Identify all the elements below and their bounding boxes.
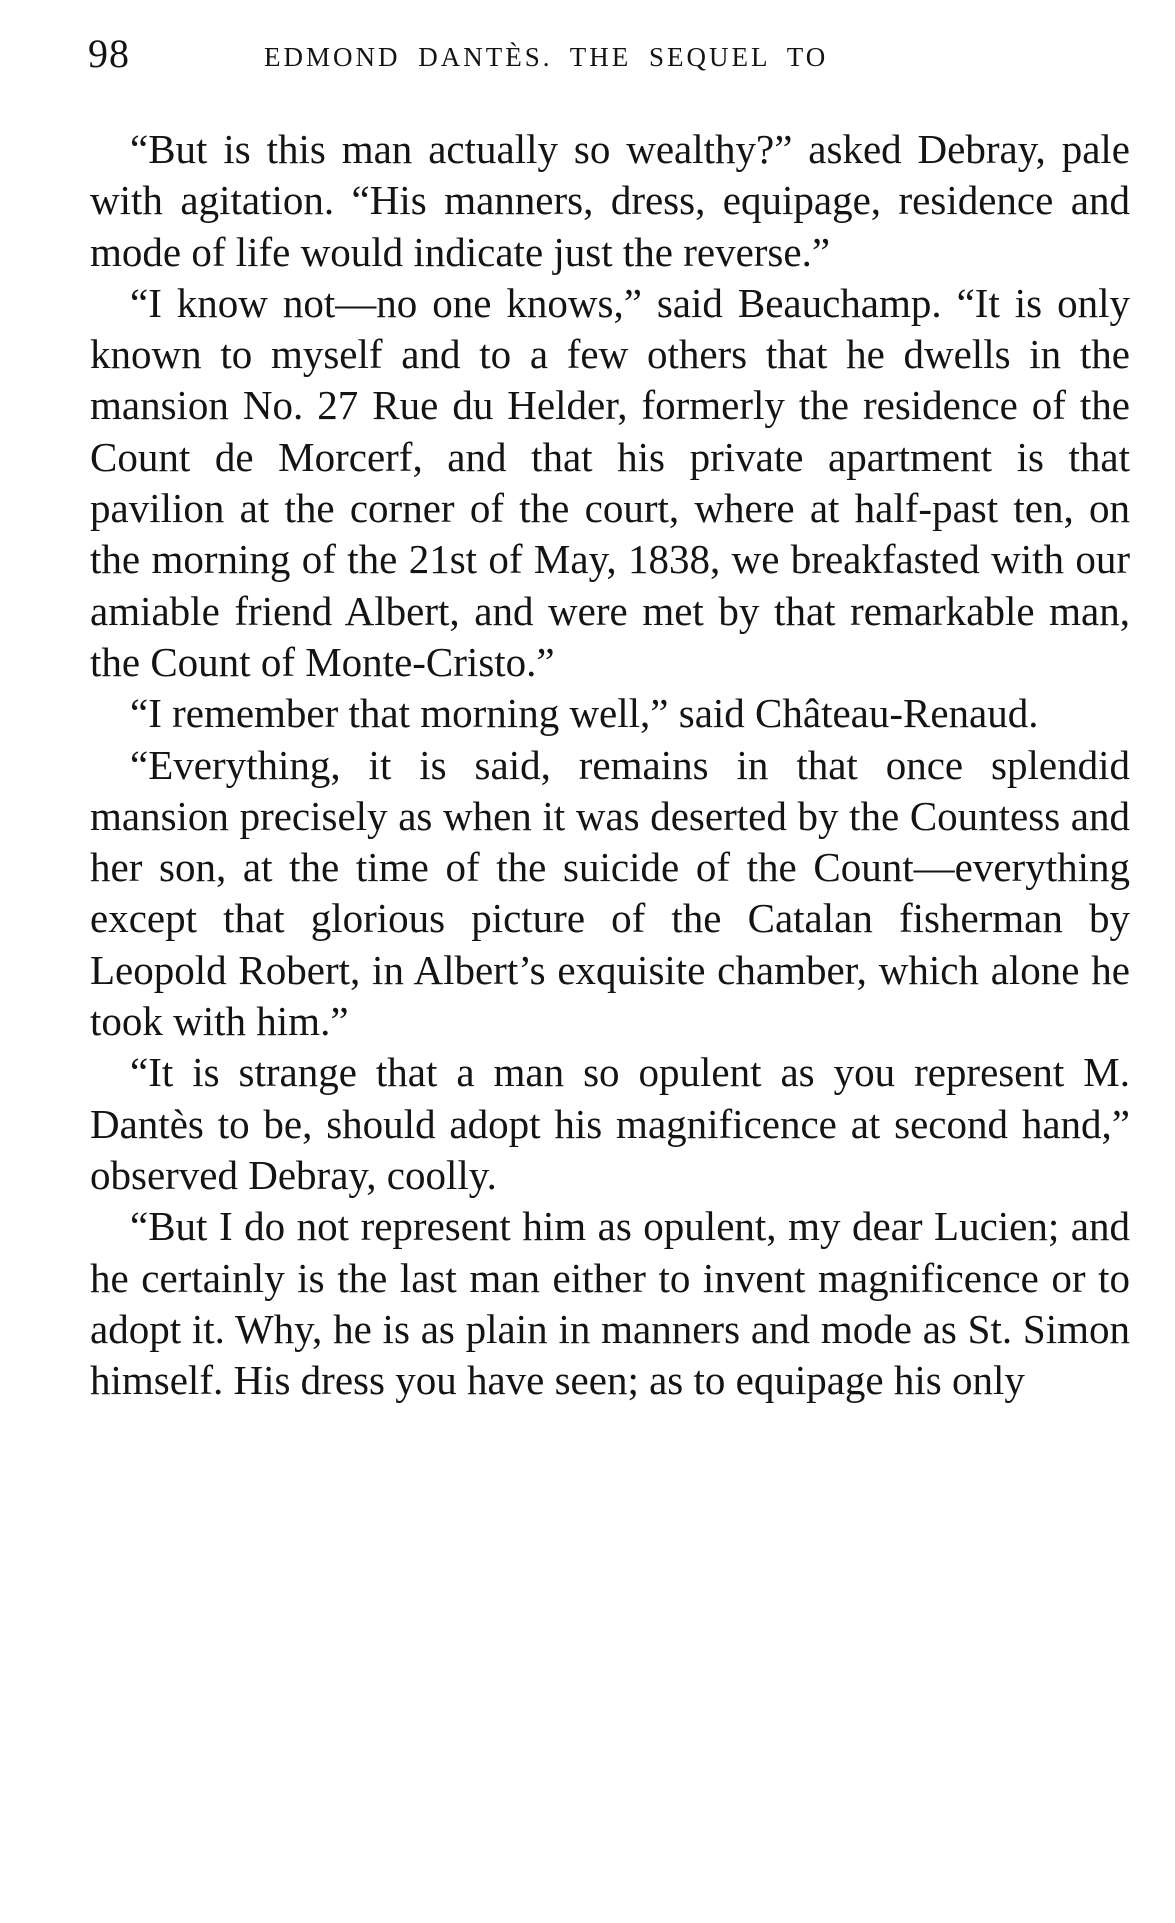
body-text (90, 124, 1130, 1406)
paragraph: “I remember that morning well,” said Château-Renaud. (130, 690, 1039, 737)
paragraph: “But is this man actually so wealthy?” asked Debray, pale with agitation. “His manners, dress, equipage, residence and mode of life would indicate just the reverse.” (90, 126, 1130, 275)
page-header (88, 30, 1128, 90)
paragraph: “It is strange that a man so opulent as you represent M. Dantès to be, should adopt his magnificence at second hand,” observed Debray, coolly. (90, 1049, 1130, 1198)
paragraph: “I know not—no one knows,” said Beauchamp. “It is only known to myself and to a few others that he dwells in the mansion No. 27 Rue du Helder, formerly the residence of the Count de Morcerf, and that his private apartment is that pavilion at the corner of the court, where at half-past ten, on the morning of the 21st of May, 1838, we breakfasted with our amiable friend Albert, and were met by that remarkable man, the Count of Monte-Cristo.” (90, 279, 1130, 685)
running-head: EDMOND DANTÈS. THE SEQUEL TO (264, 42, 829, 72)
page-number: 98 (88, 31, 130, 76)
paragraph: “But I do not represent him as opulent, my dear Lucien; and he certainly is the last man either to invent magnificence or to adopt it. Why, he is as plain in manners and mode as St. Simon himself. His dress you have seen; as to equipage his only (90, 1203, 1130, 1404)
paragraph: “Everything, it is said, remains in that once splendid mansion precisely as when it was deserted by the Countess and her son, at the time of the suicide of the Count—everything except that glorious picture of the Catalan fisherman by Leopold Robert, in Albert’s exquisite chamber, which alone he took with him.” (90, 741, 1130, 1045)
